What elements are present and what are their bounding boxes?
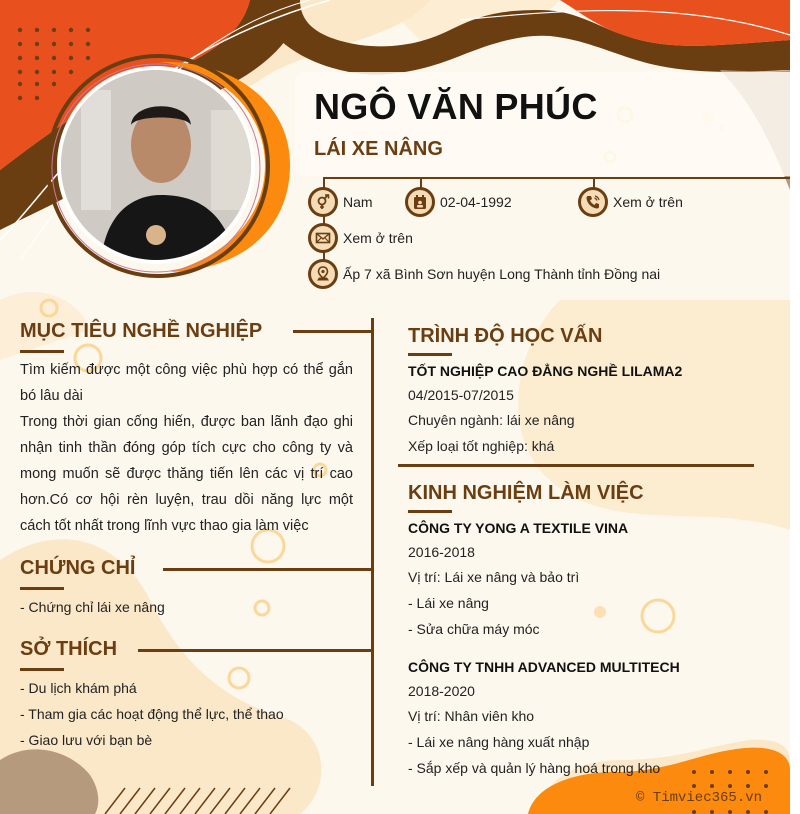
phone-icon [578,187,608,217]
hobbies-title: SỞ THÍCH [20,638,118,660]
job-position: Vị trí: Lái xe nâng và bảo trì [408,569,580,585]
contact-email [308,223,413,253]
job-duty: - Sắp xếp và quản lý hàng hoá trong kho [408,760,661,776]
job-company: CÔNG TY YONG A TEXTILE VINA [408,520,629,536]
experience-title: KINH NGHIỆM LÀM VIỆC [408,482,644,504]
avatar [61,70,251,260]
education-period: 04/2015-07/2015 [408,387,514,403]
education-divider [398,464,754,467]
job-company: CÔNG TY TNHH ADVANCED MULTITECH [408,659,680,675]
education-title: TRÌNH ĐỘ HỌC VẤN [408,325,603,347]
objective-connector [293,330,373,333]
job-duty: - Sửa chữa máy móc [408,621,540,637]
calendar-icon [405,187,435,217]
hobbies-underline [20,668,64,671]
objective-underline [20,350,64,353]
certificates-title: CHỨNG CHỈ [20,557,136,579]
job-position: Vị trí: Nhân viên kho [408,708,535,724]
contact-connector-line [323,177,790,179]
hobby-item: - Giao lưu với bạn bè [20,732,153,748]
hobbies-connector [138,649,373,652]
certificates-underline [20,587,64,590]
education-major: Chuyên ngành: lái xe nâng [408,412,575,428]
watermark: © Timviec365.vn [636,790,763,806]
experience-underline [408,510,452,513]
avatar-frame [57,66,255,264]
job-title: LÁI XE NÂNG [314,138,443,160]
job-period: 2018-2020 [408,683,475,699]
contact-address [308,259,660,289]
objective-text [20,357,353,539]
mail-icon [308,223,338,253]
job-duty: - Lái xe nâng hàng xuất nhập [408,734,590,750]
contact-birthday [405,187,512,217]
hobby-item: - Tham gia các hoạt động thể lực, thể thao [20,706,284,722]
job-duty: - Lái xe nâng [408,595,489,611]
contact-gender [308,187,373,217]
certificates-connector [163,568,373,571]
objective-line: Tìm kiếm được một công việc phù hợp có thể gắn bó lâu dài [20,362,353,404]
objective-title: MỤC TIÊU NGHỀ NGHIỆP [20,320,263,342]
hobby-item: - Du lịch khám phá [20,680,137,696]
certificate-item: - Chứng chỉ lái xe nâng [20,599,165,615]
education-underline [408,353,452,356]
gender-icon [308,187,338,217]
job-period: 2016-2018 [408,544,475,560]
email-value: Xem ở trên [343,230,413,246]
birthday-value: 02-04-1992 [440,194,512,210]
candidate-name: NGÔ VĂN PHÚC [314,86,598,127]
location-icon [308,259,338,289]
education-grade: Xếp loại tốt nghiệp: khá [408,438,555,454]
phone-value: Xem ở trên [613,194,683,210]
objective-line: Trong thời gian cống hiến, được ban lãnh đạo ghi nhận tinh thần đóng góp tích cực cho công ty và mong muốn sẽ được thăng tiến lên các vị trí cao hơn.Có cơ hội rèn luyện, trau dồi năng lực một cách tốt nhất trong lĩnh vực thao gia làm việc [20,414,353,534]
center-divider [371,318,374,786]
contact-phone [578,187,683,217]
gender-value: Nam [343,194,373,210]
education-school: TỐT NGHIỆP CAO ĐẲNG NGHỀ LILAMA2 [408,363,683,379]
address-value: Ấp 7 xã Bình Sơn huyện Long Thành tỉnh Đồng nai [343,266,661,282]
